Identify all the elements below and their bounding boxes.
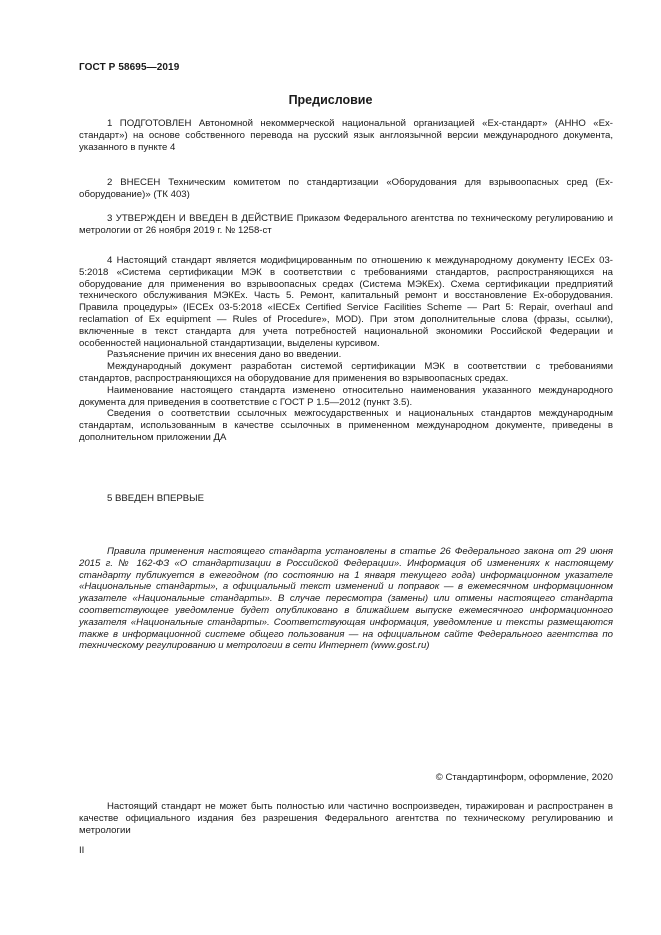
- foreword-item-1: [79, 118, 613, 153]
- copyright-notice: © Стандартинформ, оформление, 2020: [435, 772, 613, 783]
- foreword-item-4: [79, 255, 613, 444]
- foreword-item-2: [79, 177, 613, 201]
- page-number: II: [79, 845, 85, 856]
- reproduction-restriction: Настоящий стандарт не может быть полностью или частично воспроизведен, тиражирован и распространен в качестве официального издания без разрешения Федерального агентства по техническому регулированию и метрологии: [79, 801, 613, 836]
- foreword-item-4-paragraph: 4 Настоящий стандарт является модифицированным по отношению к международному документу IECEx 03-5:2018 «Система сертификации МЭК в соответствии с требованиями стандартов, распространяющихся на оборудование для применения во взрывоопасных средах (Система МЭКЕх). Схема сертификации предприятий технического обслуживания МЭКЕх. Часть 5. Ремонт, капитальный ремонт и восстановление Ex-оборудования. Правила процедуры» (IECEx 03-5:2018 «IECEx Certified Service Facilities Scheme — Part 5: Repair, overhaul and reclamation of Ex equipment — Rules of Procedure», MOD). При этом дополнительные слова (фразы, ссылки), включенные в текст стандарта для учета потребностей национальной экономики Российской Федерации и особенностей национальной стандартизации, выделены курсивом.: [79, 255, 613, 349]
- foreword-item-1-text: 1 ПОДГОТОВЛЕН Автономной некоммерческой национальной организацией «Ex-стандарт» (АННО «Ex-стандарт») на основе собственного перевода на русский язык англоязычной версии международного документа, указанного в пункте 4: [79, 118, 613, 153]
- foreword-item-2-text: 2 ВНЕСЕН Техническим комитетом по стандартизации «Оборудования для взрывоопасных сред (Ex-оборудование)» (ТК 403): [79, 177, 613, 200]
- document-code: ГОСТ Р 58695—2019: [79, 62, 180, 73]
- foreword-item-4-paragraph: Международный документ разработан системой сертификации МЭК в соответствии с требованиями стандартов, распространяющихся на оборудование для применения во взрывоопасных средах.: [79, 361, 613, 384]
- foreword-item-4-paragraph: Разъяснение причин их внесения дано во введении.: [107, 349, 342, 361]
- application-rules-notice: Правила применения настоящего стандарта установлены в статье 26 Федерального закона от 29 июня 2015 г. № 162-ФЗ «О стандартизации в Российской Федерации». Информация об изменениях к настоящему стандарту публикуется в ежегодном (по состоянию на 1 января текущего года) информационном указателе «Национальные стандарты», а официальный текст изменений и поправок — в ежемесячном информационном указателе «Национальные стандарты». В случае пересмотра (замены) или отмены настоящего стандарта соответствующее уведомление будет опубликовано в ближайшем выпуске ежемесячного информационного указателя «Национальные стандарты». Соответствующая информация, уведомление и тексты размещаются также в информационной системе общего пользования — на официальном сайте Федерального агентства по техническому регулированию и метрологии в сети Интернет (www.gost.ru): [79, 546, 613, 652]
- foreword-item-4-paragraph: Сведения о соответствии ссылочных межгосударственных и национальных стандартов международным стандартам, использованным в качестве ссылочных в примененном международном документе, приведены в дополнительном приложении ДА: [79, 408, 613, 443]
- foreword-item-5-text: 5 ВВЕДЕН ВПЕРВЫЕ: [107, 493, 205, 504]
- foreword-item-4-paragraph: Наименование настоящего стандарта изменено относительно наименования указанного международного документа для приведения в соответствие с ГОСТ Р 1.5—2012 (пункт 3.5).: [79, 384, 613, 408]
- page-title: Предисловие: [288, 93, 373, 107]
- foreword-item-5: [79, 493, 613, 505]
- foreword-item-3: [79, 213, 613, 237]
- foreword-item-3-text: 3 УТВЕРЖДЕН И ВВЕДЕН В ДЕЙСТВИЕ Приказом Федерального агентства по техническому регулированию и метрологии от 26 ноября 2019 г. № 1258-ст: [79, 213, 613, 236]
